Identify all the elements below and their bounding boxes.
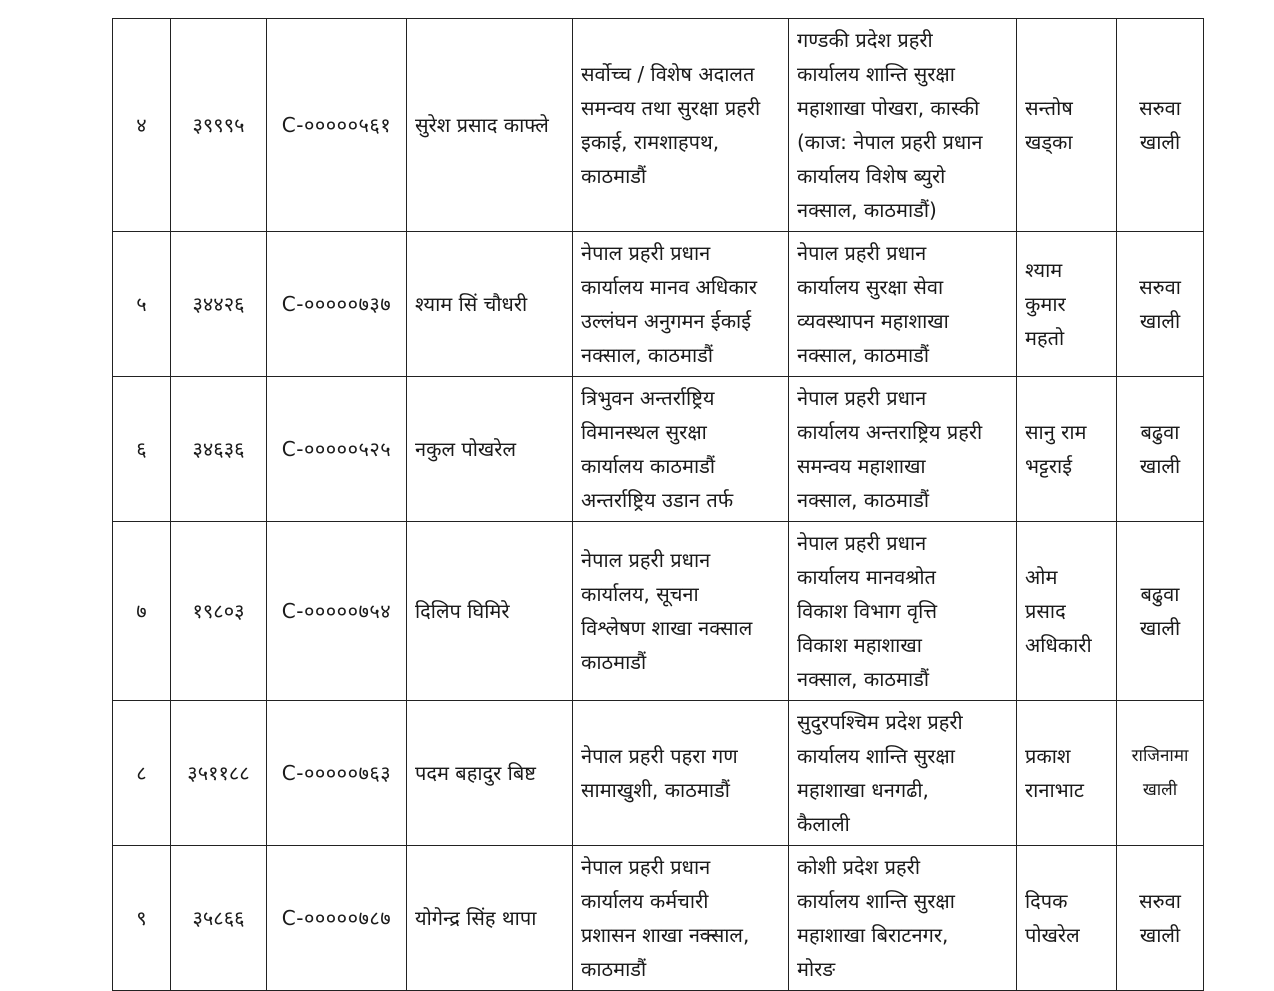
code-cell: C-०००००७६३ [267, 701, 407, 846]
transfer-office-cell: नेपाल प्रहरी प्रधान कार्यालय अन्तराष्ट्रिय प्रहरी समन्वय महाशाखा नक्साल, काठमाडौं [789, 377, 1017, 522]
status-cell: सरुवा खाली [1117, 232, 1204, 377]
number-cell: १९८०३ [171, 522, 267, 701]
status-cell: राजिनामा खाली [1117, 701, 1204, 846]
page-marker [700, 934, 718, 939]
serial-number-cell: ८ [113, 701, 171, 846]
replacement-cell: सन्तोष खड्का [1017, 19, 1117, 232]
current-office-cell: नेपाल प्रहरी प्रधान कार्यालय मानव अधिकार उल्लंघन अनुगमन ईकाई नक्साल, काठमाडौं [573, 232, 789, 377]
transfer-office-cell: गण्डकी प्रदेश प्रहरी कार्यालय शान्ति सुरक्षा महाशाखा पोखरा, कास्की (काज: नेपाल प्रहरी प्रधान कार्यालय विशेष ब्युरो नक्साल, काठमाडौं) [789, 19, 1017, 232]
name-cell: सुरेश प्रसाद काफ्ले [407, 19, 573, 232]
table-row [113, 377, 1204, 522]
replacement-cell: ओम प्रसाद अधिकारी [1017, 522, 1117, 701]
table-row [113, 232, 1204, 377]
number-cell: ३५११८८ [171, 701, 267, 846]
status-cell: सरुवा खाली [1117, 19, 1204, 232]
transfer-office-cell: नेपाल प्रहरी प्रधान कार्यालय मानवश्रोत विकाश विभाग वृत्ति विकाश महाशाखा नक्साल, काठमाडौं [789, 522, 1017, 701]
replacement-cell: दिपक पोखरेल [1017, 846, 1117, 991]
code-cell: C-०००००७८७ [267, 846, 407, 991]
name-cell: पदम बहादुर बिष्ट [407, 701, 573, 846]
table-row [113, 522, 1204, 701]
serial-number-cell: ४ [113, 19, 171, 232]
code-cell: C-०००००७३७ [267, 232, 407, 377]
status-cell: सरुवा खाली [1117, 846, 1204, 991]
transfer-office-cell: नेपाल प्रहरी प्रधान कार्यालय सुरक्षा सेवा व्यवस्थापन महाशाखा नक्साल, काठमाडौं [789, 232, 1017, 377]
current-office-cell: नेपाल प्रहरी प्रधान कार्यालय, सूचना विश्लेषण शाखा नक्साल काठमाडौं [573, 522, 789, 701]
transfer-office-cell: कोशी प्रदेश प्रहरी कार्यालय शान्ति सुरक्षा महाशाखा बिराटनगर, मोरङ [789, 846, 1017, 991]
name-cell: योगेन्द्र सिंह थापा [407, 846, 573, 991]
transfer-records-table [112, 18, 1204, 991]
number-cell: ३४४२६ [171, 232, 267, 377]
table-row [113, 19, 1204, 232]
code-cell: C-०००००५२५ [267, 377, 407, 522]
serial-number-cell: ५ [113, 232, 171, 377]
name-cell: दिलिप घिमिरे [407, 522, 573, 701]
replacement-cell: श्याम कुमार महतो [1017, 232, 1117, 377]
name-cell: नकुल पोखरेल [407, 377, 573, 522]
current-office-cell: त्रिभुवन अन्तर्राष्ट्रिय विमानस्थल सुरक्षा कार्यालय काठमाडौं अन्तर्राष्ट्रिय उडान तर्फ [573, 377, 789, 522]
replacement-cell: प्रकाश रानाभाट [1017, 701, 1117, 846]
code-cell: C-०००००७५४ [267, 522, 407, 701]
transfer-office-cell: सुदुरपश्चिम प्रदेश प्रहरी कार्यालय शान्ति सुरक्षा महाशाखा धनगढी, कैलाली [789, 701, 1017, 846]
serial-number-cell: ६ [113, 377, 171, 522]
serial-number-cell: ७ [113, 522, 171, 701]
number-cell: ३४६३६ [171, 377, 267, 522]
replacement-cell: सानु राम भट्टराई [1017, 377, 1117, 522]
name-cell: श्याम सिं चौधरी [407, 232, 573, 377]
code-cell: C-०००००५६१ [267, 19, 407, 232]
number-cell: ३५८६६ [171, 846, 267, 991]
status-cell: बढुवा खाली [1117, 522, 1204, 701]
serial-number-cell: ९ [113, 846, 171, 991]
current-office-cell: नेपाल प्रहरी प्रधान कार्यालय कर्मचारी प्रशासन शाखा नक्साल, काठमाडौं [573, 846, 789, 991]
current-office-cell: नेपाल प्रहरी पहरा गण सामाखुशी, काठमाडौं [573, 701, 789, 846]
table-row [113, 701, 1204, 846]
status-cell: बढुवा खाली [1117, 377, 1204, 522]
table-row [113, 846, 1204, 991]
number-cell: ३९९९५ [171, 19, 267, 232]
current-office-cell: सर्वोच्च / विशेष अदालत समन्वय तथा सुरक्षा प्रहरी इकाई, रामशाहपथ, काठमाडौं [573, 19, 789, 232]
